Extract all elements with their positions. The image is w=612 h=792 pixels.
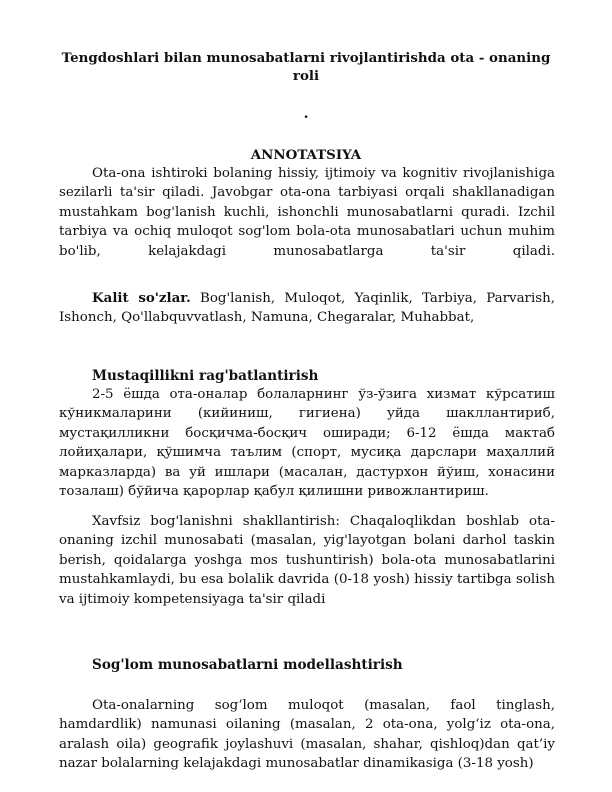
section2-paragraph-1: Ota-onalarning sog‘lom muloqot (masalan, faol tinglash, hamdardlik) namunasi oilaning (masalan, 2 ota-ona, yolg‘iz ota-ona, aralash oila) geografik joylashuvi (masalan, shahar, qishloq)dan qat’iy nazar bolalarning kelajakdagi munosabatlar dinamikasiga (3-18 yosh) <box>59 698 555 772</box>
annotation-paragraph: Ota-ona ishtiroki bolaning hissiy, ijtimoiy va kognitiv rivojlanishiga sezilarli ta'sir qiladi. Javobgar ota-ona tarbiyasi orqali shakllanadigan mustahkam bog'lanish kuchli, ishonchli munosabatlarni quradi. Izchil tarbiya va ochiq muloqot sog'lom bola-ota munosabatlari uchun muhim bo'lib, kelajakdagi munosabatlarga ta'sir qiladi. <box>59 166 555 259</box>
section1-paragraph-2: Xavfsiz bog'lanishni shakllantirish: Chaqaloqlikdan boshlab ota-onaning izchil munosabati (masalan, yig'layotgan bolani darhol taskin berish, qoidalarga yoshga mos tushuntirish) bola-ota munosabatlarini mustahkamlaydi, bu esa bolalik davrida (0-18 yosh) hissiy tartibga solish va ijtimoiy kompetensiyaga ta'sir qiladi <box>59 514 555 607</box>
annotation-heading: ANNOTATSIYA <box>250 147 362 163</box>
section-heading-independence: Mustaqillikni rag'batlantirish <box>92 368 319 384</box>
keywords-list: Bog'lanish, Muloqot, Yaqinlik, Tarbiya, Parvarish, Ishonch, Qo'llabquvvatlash, Namuna, Chegaralar, Muhabbat, <box>59 291 555 326</box>
keywords-paragraph <box>59 289 555 328</box>
keywords-label: Kalit so'zlar. <box>92 290 191 306</box>
document-title: Tengdoshlari bilan munosabatlarni rivojlantirishda ota - onaning roli <box>61 50 551 84</box>
section-heading-modeling: Sog'lom munosabatlarni modellashtirish <box>92 657 403 673</box>
title-dot: . <box>303 106 309 122</box>
section1-paragraph-1: 2-5 ёшда ота-оналар болаларнинг ўз-ўзига хизмат кўрсатиш кўникмаларини (кийиниш, гигиена) уйда шакллантириб, мустақилликни босқичма-босқич оширади; 6-12 ёшда мактаб лойиҳалари, қўшимча таълим (спорт, мусиқа дарслари маҳаллий марказларда) ва уй ишлари (масалан, дастурхон йўиш, хонасини тозалаш) бўйича қарорлар қабул қилишни ривожлантириш. <box>59 387 555 500</box>
